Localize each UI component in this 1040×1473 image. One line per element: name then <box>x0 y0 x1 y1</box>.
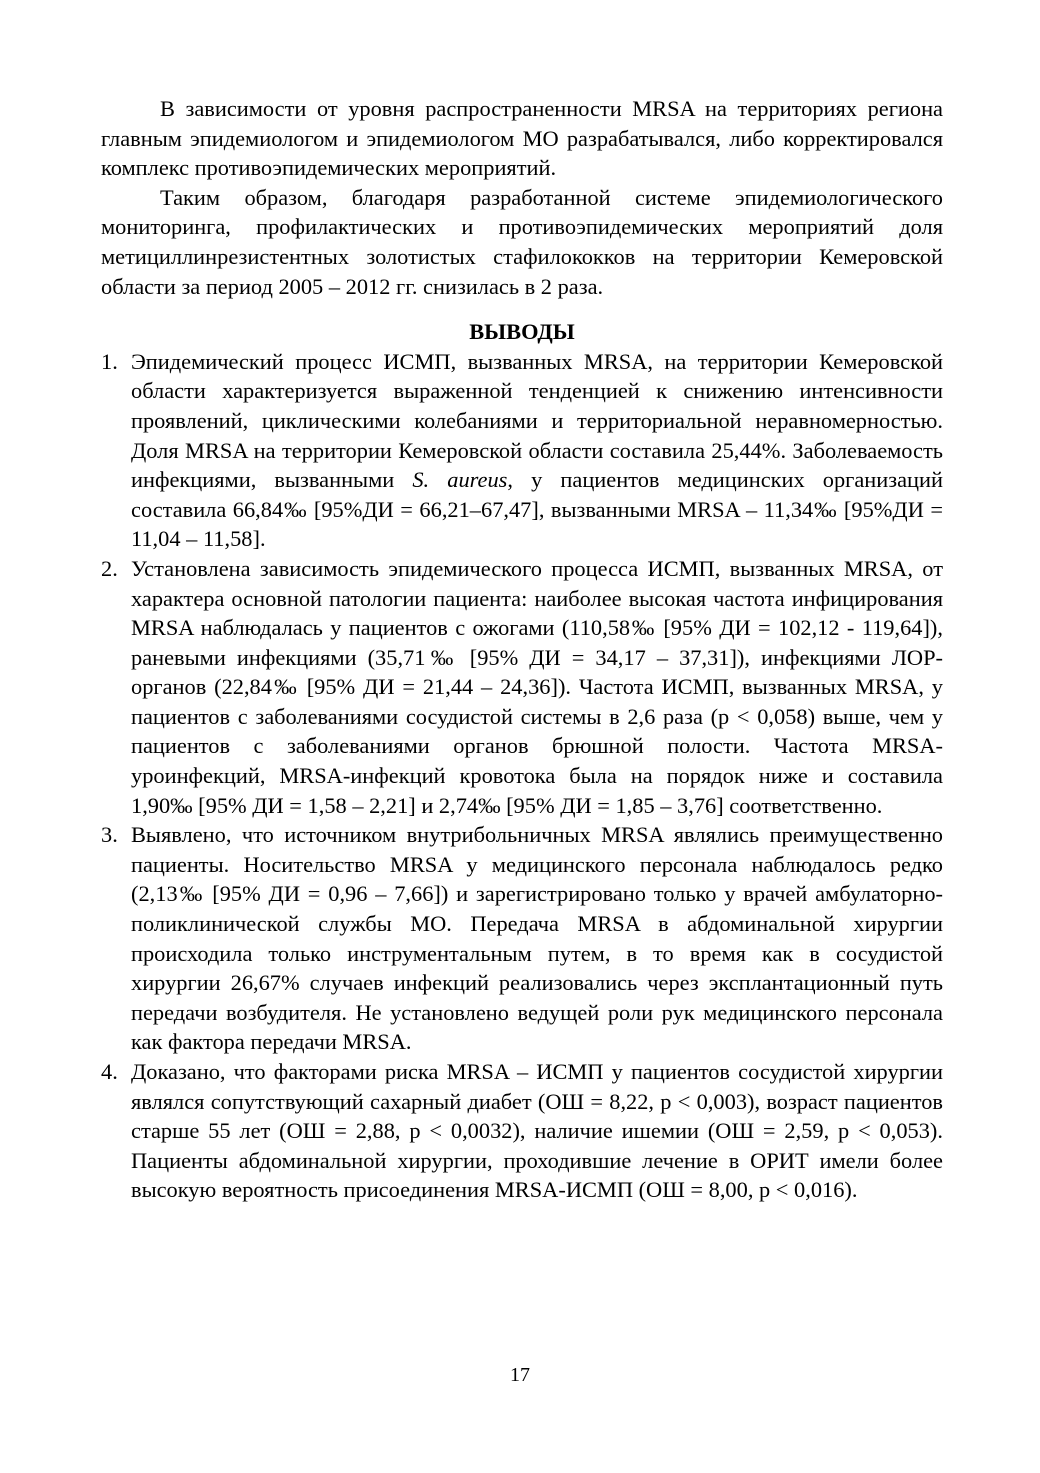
conclusion-text <box>131 347 943 554</box>
page-number: 17 <box>510 1364 530 1386</box>
organism-name: S. aureus <box>412 467 508 493</box>
conclusions-heading: ВЫВОДЫ <box>469 319 575 345</box>
paragraph-summary: Таким образом, благодаря разработанной системе эпидемиологического мониторинга, профилактических и противоэпидемических мероприятий доля метициллинрезистентных золотистых стафилококков на территории Кемеровской области за период 2005 – 2012 гг. снизилась в 2 раза. <box>101 184 943 299</box>
conclusion-text: Доказано, что факторами риска MRSA – ИСМП у пациентов сосудистой хирургии являлся сопутствующий сахарный диабет (ОШ = 8,22, p < 0,003), возраст пациентов старше 55 лет (ОШ = 2,88, p < 0,0032), наличие ишемии (ОШ = 2,59, p < 0,053). Пациенты абдоминальной хирургии, проходившие лечение в ОРИТ имели более высокую вероятность присоединения MRSA-ИСМП (ОШ = 8,00, p < 0,016). <box>131 1059 943 1203</box>
conclusion-item-1 <box>101 347 943 554</box>
conclusion-number: 4. <box>101 1059 118 1084</box>
paragraph-mrsa-measures: В зависимости от уровня распространенности MRSA на территориях региона главным эпидемиологом и эпидемиологом МО разрабатывался, либо корректировался комплекс противоэпидемических мероприятий. <box>101 96 943 181</box>
document-page <box>101 94 943 1205</box>
conclusion-item-3 <box>101 820 943 1057</box>
conclusion-text-part: , у пациентов медицинских организаций составила 66,84‰ [95%ДИ = 66,21–67,47], вызванными MRSA – 11,34‰ [95%ДИ = 11,04 – 11,58]. <box>131 467 943 552</box>
conclusion-text: Установлена зависимость эпидемического процесса ИСМП, вызванных MRSA, от характера основной патологии пациента: наиболее высокая частота инфицирования MRSA наблюдалась у пациентов с ожогами (110,58‰ [95% ДИ = 102,12 - 119,64]), раневыми инфекциями (35,71‰ [95% ДИ = 34,17 – 37,31]), инфекциями ЛОР-органов (22,84‰ [95% ДИ = 21,44 – 24,36]). Частота ИСМП, вызванных MRSA, у пациентов с заболеваниями сосудистой системы в 2,6 раза (p < 0,058) выше, чем у пациентов с заболеваниями органов брюшной полости. Частота MRSA-уроинфекций, MRSA-инфекций кровотока была на порядок ниже и составила 1,90‰ [95% ДИ = 1,58 – 2,21] и 2,74‰ [95% ДИ = 1,85 – 3,76] соответственно. <box>131 555 943 818</box>
conclusion-text-part: Эпидемический процесс ИСМП, вызванных MRSA, на территории Кемеровской области характеризуется выраженной тенденцией к снижению интенсивности проявлений, циклическими колебаниями и территориальной неравномерностью. Доля MRSA на территории Кемеровской области составила 25,44%. Заболеваемость инфекциями, вызванными <box>131 348 943 493</box>
conclusion-number: 1. <box>101 348 118 374</box>
conclusion-number: 3. <box>101 822 118 848</box>
conclusion-text: Выявлено, что источником внутрибольничных MRSA являлись преимущественно пациенты. Носительство MRSA у медицинского персонала наблюдалось редко (2,13‰ [95% ДИ = 0,96 – 7,66]) и зарегистрировано только у врачей амбулаторно-поликлинической службы МО. Передача MRSA в абдоминальной хирургии происходила только инструментальным путем, в то время как в сосудистой хирургии 26,67% случаев инфекций реализовались через эксплантационный путь передачи возбудителя. Не установлено ведущей роли рук медицинского персонала как фактора передачи MRSA. <box>131 822 943 1055</box>
conclusion-item-2 <box>101 554 943 820</box>
conclusion-item-4 <box>101 1057 943 1205</box>
conclusions-list <box>101 347 943 1205</box>
conclusion-number: 2. <box>101 555 118 581</box>
